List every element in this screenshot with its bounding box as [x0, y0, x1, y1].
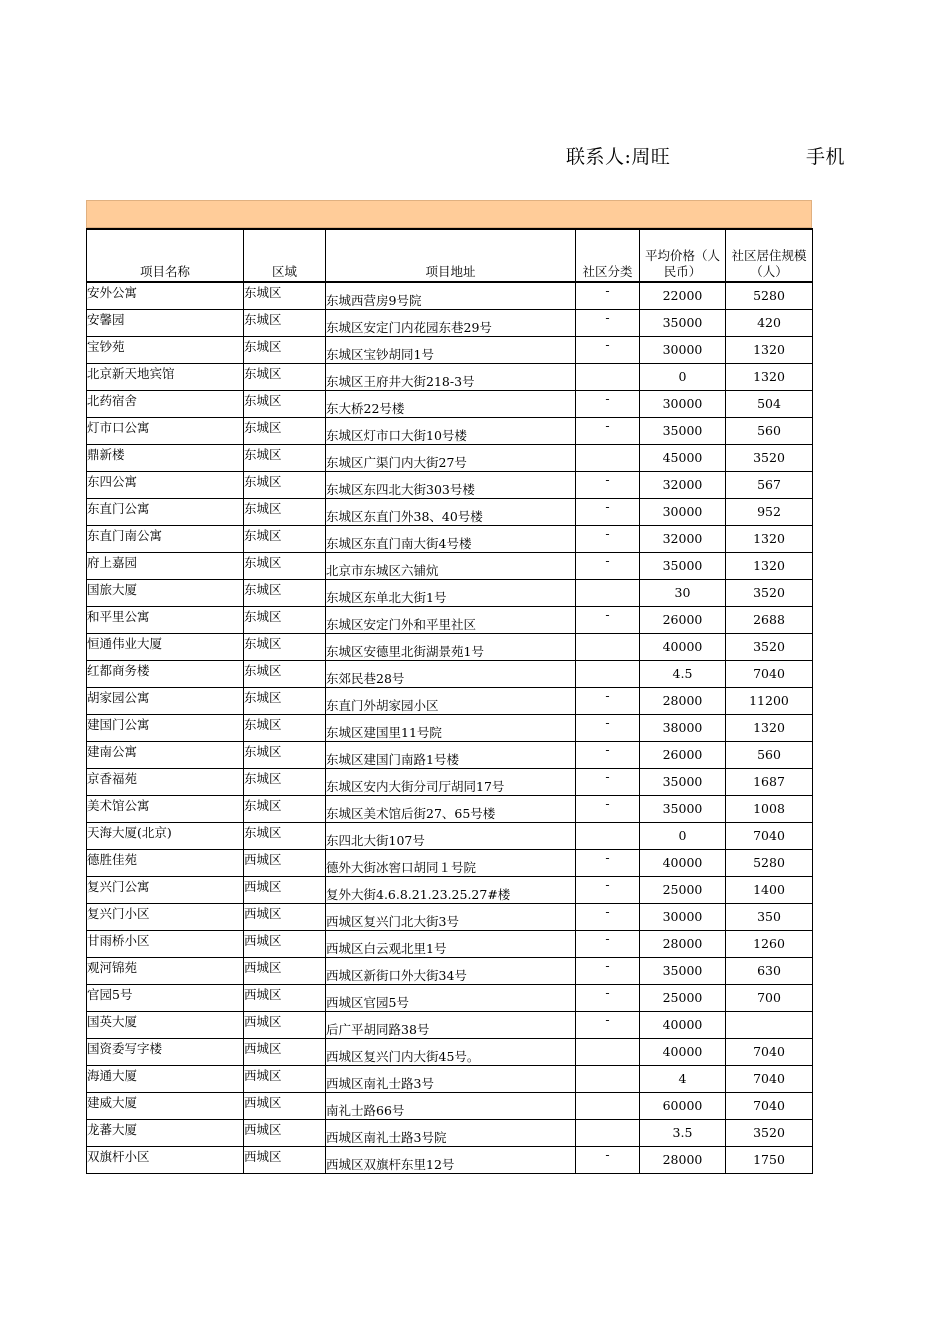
cell-price: 40000	[640, 1038, 726, 1065]
cell-name: 建国门公寓	[87, 714, 244, 741]
cell-address: 东城区王府井大街218-3号	[326, 363, 576, 390]
cell-district: 东城区	[244, 363, 326, 390]
cell-district: 西城区	[244, 1119, 326, 1146]
cell-district: 东城区	[244, 795, 326, 822]
cell-name: 东四公寓	[87, 471, 244, 498]
cell-name: 北药宿舍	[87, 390, 244, 417]
cell-price: 30000	[640, 336, 726, 363]
cell-address: 东城区安定门内花园东巷29号	[326, 309, 576, 336]
cell-district: 东城区	[244, 687, 326, 714]
cell-category: -	[576, 282, 640, 309]
cell-price: 35000	[640, 957, 726, 984]
cell-category: -	[576, 417, 640, 444]
cell-scale: 630	[726, 957, 813, 984]
cell-district: 西城区	[244, 984, 326, 1011]
cell-district: 东城区	[244, 525, 326, 552]
table-row	[87, 849, 813, 876]
cell-price: 26000	[640, 606, 726, 633]
table-header-row	[87, 229, 813, 282]
cell-address: 复外大街4.6.8.21.23.25.27#楼	[326, 876, 576, 903]
table-row	[87, 1146, 813, 1173]
cell-address: 东城区建国门南路1号楼	[326, 741, 576, 768]
cell-price: 40000	[640, 849, 726, 876]
cell-name: 龙蕃大厦	[87, 1119, 244, 1146]
cell-price: 35000	[640, 309, 726, 336]
cell-price: 30	[640, 579, 726, 606]
header-scale: 社区居住规模（人）	[726, 229, 813, 282]
cell-category: -	[576, 552, 640, 579]
table-row	[87, 687, 813, 714]
cell-name: 国资委写字楼	[87, 1038, 244, 1065]
cell-name: 美术馆公寓	[87, 795, 244, 822]
table-row	[87, 633, 813, 660]
cell-category: -	[576, 903, 640, 930]
cell-price: 60000	[640, 1092, 726, 1119]
cell-address: 东城区建国里11号院	[326, 714, 576, 741]
cell-scale: 7040	[726, 660, 813, 687]
cell-name: 复兴门小区	[87, 903, 244, 930]
cell-name: 府上嘉园	[87, 552, 244, 579]
cell-name: 国旅大厦	[87, 579, 244, 606]
cell-address: 德外大街冰窖口胡同１号院	[326, 849, 576, 876]
cell-address: 东城区东直门外38、40号楼	[326, 498, 576, 525]
table-row	[87, 1065, 813, 1092]
table-row	[87, 984, 813, 1011]
table-row	[87, 957, 813, 984]
cell-scale: 7040	[726, 1065, 813, 1092]
cell-address: 北京市东城区六铺炕	[326, 552, 576, 579]
header-name: 项目名称	[87, 229, 244, 282]
header-category: 社区分类	[576, 229, 640, 282]
cell-scale: 3520	[726, 633, 813, 660]
cell-scale: 567	[726, 471, 813, 498]
cell-district: 西城区	[244, 849, 326, 876]
cell-category: -	[576, 1146, 640, 1173]
table-row	[87, 741, 813, 768]
cell-name: 东直门南公寓	[87, 525, 244, 552]
cell-category: -	[576, 957, 640, 984]
cell-district: 东城区	[244, 498, 326, 525]
cell-category: -	[576, 390, 640, 417]
cell-name: 安馨园	[87, 309, 244, 336]
table-row	[87, 309, 813, 336]
table-row	[87, 1119, 813, 1146]
cell-price: 25000	[640, 876, 726, 903]
cell-name: 鼎新楼	[87, 444, 244, 471]
cell-category: -	[576, 930, 640, 957]
cell-name: 天海大厦(北京)	[87, 822, 244, 849]
cell-address: 西城区南礼士路3号	[326, 1065, 576, 1092]
cell-scale: 560	[726, 417, 813, 444]
cell-category	[576, 660, 640, 687]
cell-name: 双旗杆小区	[87, 1146, 244, 1173]
cell-name: 东直门公寓	[87, 498, 244, 525]
cell-price: 38000	[640, 714, 726, 741]
cell-category: -	[576, 876, 640, 903]
cell-district: 西城区	[244, 1146, 326, 1173]
table-row	[87, 1011, 813, 1038]
cell-name: 北京新天地宾馆	[87, 363, 244, 390]
cell-scale: 1320	[726, 552, 813, 579]
cell-address: 南礼士路66号	[326, 1092, 576, 1119]
cell-address: 西城区双旗杆东里12号	[326, 1146, 576, 1173]
table-row	[87, 498, 813, 525]
header-banner	[86, 200, 812, 228]
cell-district: 东城区	[244, 552, 326, 579]
cell-name: 胡家园公寓	[87, 687, 244, 714]
cell-category	[576, 1038, 640, 1065]
cell-price: 30000	[640, 903, 726, 930]
cell-price: 30000	[640, 390, 726, 417]
cell-price: 35000	[640, 795, 726, 822]
table-row	[87, 930, 813, 957]
cell-scale: 11200	[726, 687, 813, 714]
cell-price: 25000	[640, 984, 726, 1011]
cell-category: -	[576, 336, 640, 363]
cell-district: 西城区	[244, 903, 326, 930]
cell-scale	[726, 1011, 813, 1038]
cell-price: 35000	[640, 552, 726, 579]
cell-name: 京香福苑	[87, 768, 244, 795]
table-row	[87, 417, 813, 444]
table-row	[87, 525, 813, 552]
contact-person: 联系人:周旺	[566, 146, 671, 168]
cell-address: 东城区东单北大街1号	[326, 579, 576, 606]
cell-address: 东城区灯市口大街10号楼	[326, 417, 576, 444]
cell-district: 东城区	[244, 579, 326, 606]
cell-price: 4	[640, 1065, 726, 1092]
cell-category: -	[576, 309, 640, 336]
cell-price: 26000	[640, 741, 726, 768]
cell-price: 32000	[640, 471, 726, 498]
cell-name: 红都商务楼	[87, 660, 244, 687]
cell-category: -	[576, 714, 640, 741]
cell-scale: 7040	[726, 1038, 813, 1065]
cell-district: 西城区	[244, 876, 326, 903]
cell-category	[576, 363, 640, 390]
table-row	[87, 714, 813, 741]
cell-district: 东城区	[244, 471, 326, 498]
cell-category: -	[576, 525, 640, 552]
table-row	[87, 579, 813, 606]
cell-scale: 3520	[726, 1119, 813, 1146]
cell-category: -	[576, 606, 640, 633]
contact-mobile-label: 手机	[806, 146, 846, 168]
cell-category	[576, 1119, 640, 1146]
cell-price: 28000	[640, 687, 726, 714]
cell-category: -	[576, 741, 640, 768]
cell-category: -	[576, 498, 640, 525]
cell-scale: 3520	[726, 444, 813, 471]
cell-address: 西城区白云观北里1号	[326, 930, 576, 957]
cell-category	[576, 822, 640, 849]
project-table	[86, 228, 813, 1174]
cell-district: 东城区	[244, 417, 326, 444]
cell-category	[576, 579, 640, 606]
cell-district: 西城区	[244, 957, 326, 984]
table-row	[87, 390, 813, 417]
cell-address: 西城区新街口外大街34号	[326, 957, 576, 984]
cell-scale: 7040	[726, 822, 813, 849]
cell-price: 45000	[640, 444, 726, 471]
cell-category: -	[576, 984, 640, 1011]
cell-category	[576, 1092, 640, 1119]
table-row	[87, 768, 813, 795]
cell-district: 东城区	[244, 282, 326, 309]
cell-address: 东郊民巷28号	[326, 660, 576, 687]
cell-district: 东城区	[244, 741, 326, 768]
cell-district: 东城区	[244, 714, 326, 741]
table-row	[87, 471, 813, 498]
cell-district: 西城区	[244, 1065, 326, 1092]
cell-district: 东城区	[244, 822, 326, 849]
cell-district: 西城区	[244, 1092, 326, 1119]
cell-address: 东城区东四北大街303号楼	[326, 471, 576, 498]
cell-district: 东城区	[244, 336, 326, 363]
cell-address: 东直门外胡家园小区	[326, 687, 576, 714]
cell-scale: 1320	[726, 525, 813, 552]
cell-category: -	[576, 795, 640, 822]
cell-name: 复兴门公寓	[87, 876, 244, 903]
cell-category: -	[576, 768, 640, 795]
cell-price: 28000	[640, 930, 726, 957]
cell-address: 东城区广渠门内大街27号	[326, 444, 576, 471]
cell-address: 后广平胡同路38号	[326, 1011, 576, 1038]
cell-name: 德胜佳苑	[87, 849, 244, 876]
cell-scale: 504	[726, 390, 813, 417]
cell-name: 国英大厦	[87, 1011, 244, 1038]
table-row	[87, 444, 813, 471]
table-row	[87, 606, 813, 633]
cell-scale: 560	[726, 741, 813, 768]
cell-category	[576, 633, 640, 660]
cell-price: 35000	[640, 417, 726, 444]
cell-category: -	[576, 471, 640, 498]
table-row	[87, 552, 813, 579]
cell-address: 东城区美术馆后街27、65号楼	[326, 795, 576, 822]
cell-scale: 5280	[726, 849, 813, 876]
cell-name: 灯市口公寓	[87, 417, 244, 444]
cell-district: 西城区	[244, 1038, 326, 1065]
cell-address: 东城西营房9号院	[326, 282, 576, 309]
table-row	[87, 282, 813, 309]
cell-price: 30000	[640, 498, 726, 525]
cell-address: 东城区东直门南大街4号楼	[326, 525, 576, 552]
table-body	[87, 282, 813, 1173]
table-row	[87, 336, 813, 363]
cell-category	[576, 1065, 640, 1092]
table-row	[87, 363, 813, 390]
cell-scale: 350	[726, 903, 813, 930]
cell-scale: 1008	[726, 795, 813, 822]
cell-address: 东四北大街107号	[326, 822, 576, 849]
cell-scale: 1320	[726, 714, 813, 741]
cell-price: 22000	[640, 282, 726, 309]
cell-address: 东城区宝钞胡同1号	[326, 336, 576, 363]
cell-district: 西城区	[244, 930, 326, 957]
cell-name: 建南公寓	[87, 741, 244, 768]
cell-address: 东城区安定门外和平里社区	[326, 606, 576, 633]
cell-scale: 700	[726, 984, 813, 1011]
cell-price: 3.5	[640, 1119, 726, 1146]
cell-scale: 3520	[726, 579, 813, 606]
cell-category: -	[576, 687, 640, 714]
cell-name: 观河锦苑	[87, 957, 244, 984]
table-row	[87, 1092, 813, 1119]
cell-address: 东大桥22号楼	[326, 390, 576, 417]
table-row	[87, 822, 813, 849]
cell-price: 32000	[640, 525, 726, 552]
cell-category	[576, 444, 640, 471]
cell-scale: 5280	[726, 282, 813, 309]
cell-scale: 2688	[726, 606, 813, 633]
contact-line	[566, 142, 846, 169]
cell-price: 0	[640, 822, 726, 849]
table-row	[87, 876, 813, 903]
cell-scale: 1750	[726, 1146, 813, 1173]
cell-district: 东城区	[244, 633, 326, 660]
cell-district: 东城区	[244, 660, 326, 687]
cell-scale: 420	[726, 309, 813, 336]
cell-district: 东城区	[244, 444, 326, 471]
table-row	[87, 1038, 813, 1065]
cell-scale: 952	[726, 498, 813, 525]
cell-name: 安外公寓	[87, 282, 244, 309]
cell-price: 0	[640, 363, 726, 390]
table-row	[87, 795, 813, 822]
header-district: 区域	[244, 229, 326, 282]
cell-district: 东城区	[244, 309, 326, 336]
cell-scale: 1320	[726, 336, 813, 363]
cell-name: 海通大厦	[87, 1065, 244, 1092]
cell-price: 40000	[640, 1011, 726, 1038]
cell-price: 35000	[640, 768, 726, 795]
cell-scale: 1687	[726, 768, 813, 795]
cell-district: 东城区	[244, 606, 326, 633]
cell-district: 东城区	[244, 390, 326, 417]
table-row	[87, 903, 813, 930]
cell-scale: 1320	[726, 363, 813, 390]
cell-category: -	[576, 849, 640, 876]
cell-scale: 7040	[726, 1092, 813, 1119]
cell-name: 甘雨桥小区	[87, 930, 244, 957]
cell-address: 东城区安内大街分司厅胡同17号	[326, 768, 576, 795]
cell-name: 建威大厦	[87, 1092, 244, 1119]
table-row	[87, 660, 813, 687]
cell-address: 西城区复兴门北大街3号	[326, 903, 576, 930]
cell-address: 西城区南礼士路3号院	[326, 1119, 576, 1146]
cell-district: 西城区	[244, 1011, 326, 1038]
cell-name: 官园5号	[87, 984, 244, 1011]
cell-scale: 1260	[726, 930, 813, 957]
header-address: 项目地址	[326, 229, 576, 282]
header-price: 平均价格（人民币）	[640, 229, 726, 282]
cell-address: 西城区官园5号	[326, 984, 576, 1011]
cell-district: 东城区	[244, 768, 326, 795]
cell-category: -	[576, 1011, 640, 1038]
cell-address: 东城区安德里北街湖景苑1号	[326, 633, 576, 660]
cell-name: 恒通伟业大厦	[87, 633, 244, 660]
cell-scale: 1400	[726, 876, 813, 903]
cell-price: 4.5	[640, 660, 726, 687]
cell-name: 宝钞苑	[87, 336, 244, 363]
cell-price: 40000	[640, 633, 726, 660]
cell-price: 28000	[640, 1146, 726, 1173]
cell-name: 和平里公寓	[87, 606, 244, 633]
cell-address: 西城区复兴门内大街45号。	[326, 1038, 576, 1065]
